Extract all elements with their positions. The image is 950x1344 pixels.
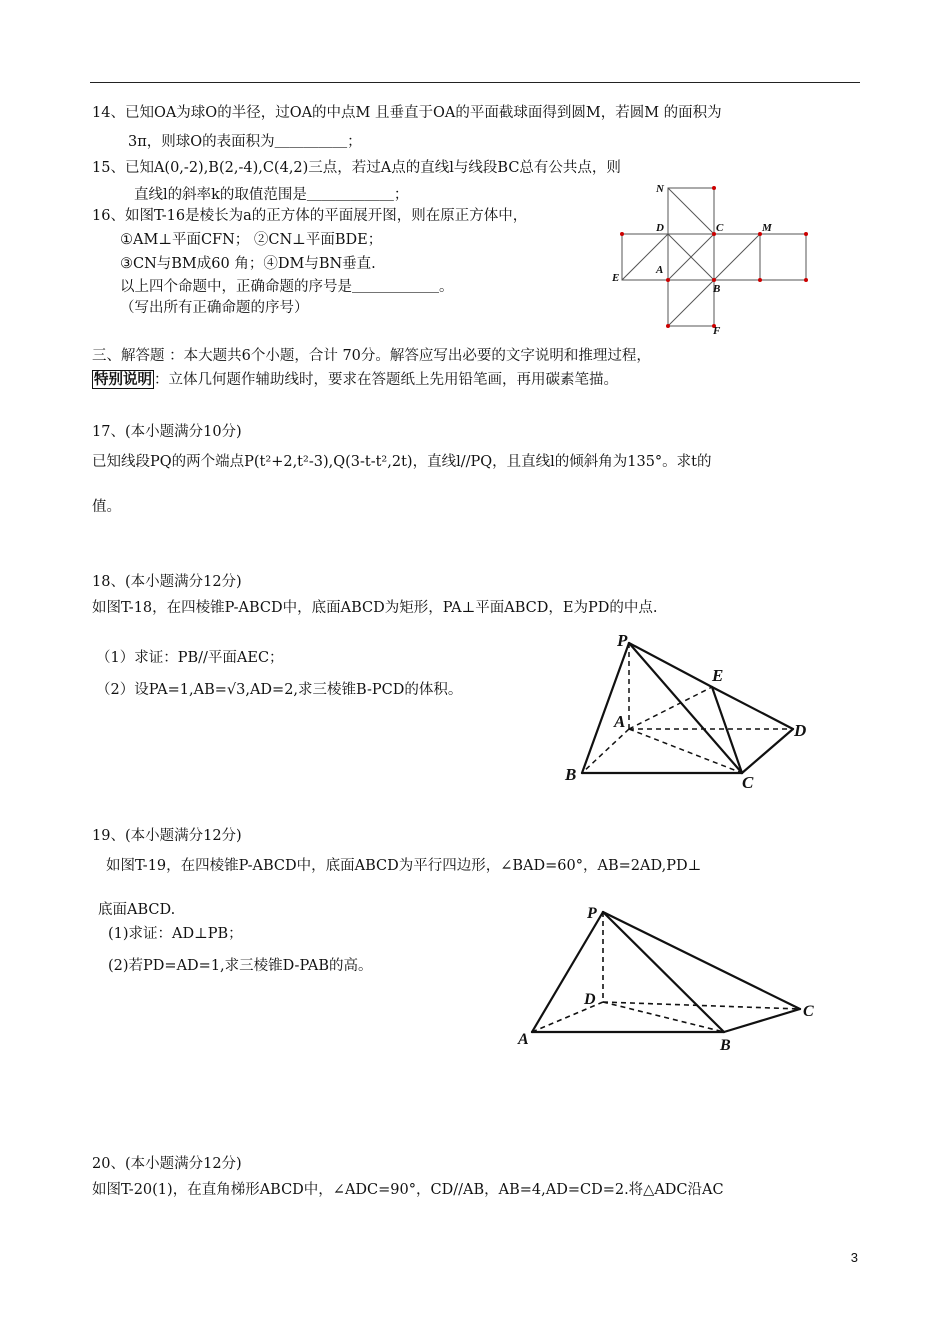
q16-line-1: 16、如图T-16是棱长为a的正方体的平面展开图，则在原正方体中，: [92, 208, 528, 224]
q15-line-2: 直线l的斜率k的取值范围是＿＿＿＿＿＿；: [134, 187, 409, 203]
q17-line-2: 值。: [92, 499, 121, 515]
label-A: A: [656, 264, 664, 276]
q17-line-1: 已知线段PQ的两个端点P(t²+2,t²-3),Q(3-t-t²,2t)，直线l//PQ，且直线l的倾斜角为135°。求t的: [92, 454, 712, 470]
label-N: N: [656, 183, 664, 195]
pyramid-figure-19: [510, 898, 830, 1058]
q20-line-1: 如图T-20(1)，在直角梯形ABCD中，∠ADC=90°，CD//AB，AB=4,AD=CD=2.将△ADC沿AC: [92, 1182, 724, 1198]
q19-line-2: 底面ABCD.: [98, 902, 176, 918]
q19-title: 19、(本小题满分12分): [92, 828, 242, 844]
q19-part-2: (2)若PD=AD=1,求三棱锥D-PAB的高。: [108, 958, 373, 974]
special-note-text: ：立体几何题作辅助线时，要求在答题纸上先用铅笔画，再用碳素笔描。: [154, 372, 618, 388]
label-M: M: [762, 222, 772, 234]
label-C: C: [716, 222, 724, 234]
q18-title: 18、(本小题满分12分): [92, 574, 242, 590]
q18-line-1: 如图T-18，在四棱锥P-ABCD中，底面ABCD为矩形，PA⊥平面ABCD，E为PD的中点.: [92, 600, 658, 616]
q16-line-4: 以上四个命题中，正确命题的序号是＿＿＿＿＿＿。: [120, 279, 454, 295]
label-E: E: [712, 666, 724, 685]
pyramid-figure-18: [560, 625, 820, 795]
label-A: A: [614, 712, 626, 731]
section-3-heading: 三、解答题 ：本大题共6个小题，合计 70分。解答应写出必要的文字说明和推理过程，: [92, 348, 651, 364]
label-F: F: [713, 325, 721, 337]
cube-net-figure: [600, 180, 820, 340]
q16-line-2: ①AM⊥平面CFN； ②CN⊥平面BDE；: [120, 232, 383, 248]
q14-line-1: 14、已知OA为球O的半径，过OA的中点M 且垂直于OA的平面截球面得到圆M，若圆M 的面积为: [92, 105, 722, 121]
label-B: B: [565, 765, 577, 784]
q19-part-1: (1)求证：AD⊥PB；: [108, 926, 243, 942]
special-note: [92, 370, 618, 390]
q15-line-1: 15、已知A(0,-2),B(2,-4),C(4,2)三点，若过A点的直线l与线段BC总有公共点，则: [92, 160, 621, 176]
q18-part-2: （2）设PA=1,AB=√3,AD=2,求三棱锥B-PCD的体积。: [96, 682, 463, 698]
special-note-label: 特别说明: [94, 371, 152, 388]
q19-line-1: 如图T-19，在四棱锥P-ABCD中，底面ABCD为平行四边形，∠BAD=60°，AB=2AD,PD⊥: [106, 858, 702, 874]
q18-part-1: （1）求证：PB//平面AEC；: [96, 650, 284, 666]
label-A: A: [518, 1031, 529, 1048]
label-C: C: [803, 1003, 814, 1020]
label-D: D: [656, 222, 664, 234]
q16-line-3: ③CN与BM成60 角；④DM与BN垂直.: [120, 256, 376, 272]
label-D: D: [794, 721, 807, 740]
q14-line-2: 3π，则球O的表面积为＿＿＿＿＿；: [128, 134, 362, 150]
label-B: B: [720, 1037, 731, 1054]
label-P: P: [587, 905, 597, 922]
header-rule: [90, 82, 860, 83]
label-B: B: [713, 283, 721, 295]
label-C: C: [742, 773, 754, 792]
label-E: E: [612, 272, 620, 284]
page-number: 3: [850, 1250, 858, 1265]
q20-title: 20、(本小题满分12分): [92, 1156, 242, 1172]
label-P: P: [617, 631, 628, 650]
label-D: D: [584, 991, 596, 1008]
q16-line-5: （写出所有正确命题的序号）: [120, 300, 309, 316]
q17-title: 17、(本小题满分10分): [92, 424, 242, 440]
